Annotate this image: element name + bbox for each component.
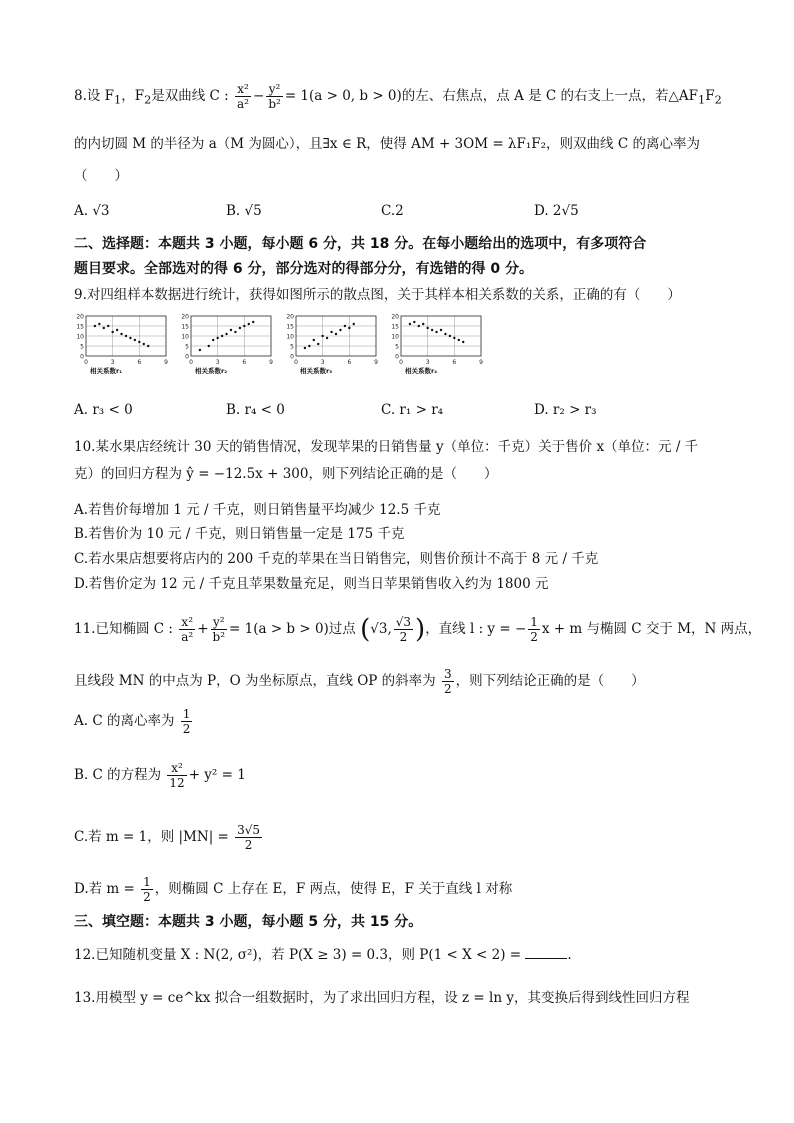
q11-option-c[interactable]	[74, 822, 264, 852]
x-axis-label: 相关系数r₃	[300, 367, 333, 375]
q8-sub: 1	[698, 93, 706, 107]
q8-option-b[interactable]: B. √5	[226, 203, 262, 219]
frac-num: x²	[235, 82, 251, 97]
scatter-point	[304, 347, 306, 349]
y-tick-label: 10	[391, 333, 399, 341]
scatter-plot-2	[181, 314, 273, 376]
q9-option-b[interactable]: B. r₄ < 0	[226, 402, 285, 418]
q11-line1	[74, 614, 761, 645]
x-tick-label: 3	[320, 359, 325, 366]
q9-option-c[interactable]: C. r₁ > r₄	[381, 402, 444, 418]
scatter-point	[426, 327, 428, 329]
scatter-point	[308, 345, 310, 347]
scatter-point	[94, 325, 96, 327]
q12-stem: 12.已知随机变量 X : N(2, σ²)，若 P(X ≥ 3) = 0.3，则 P(1 < X < 2) =	[74, 947, 522, 963]
plus-sign: +	[197, 621, 209, 637]
scatter-point	[422, 323, 424, 325]
x-tick-label: 6	[452, 359, 457, 366]
y-tick-label: 10	[286, 333, 294, 341]
scatter-point	[462, 341, 464, 343]
scatter-point	[111, 331, 113, 333]
scatter-point	[453, 337, 455, 339]
y-tick-label: 5	[290, 343, 294, 351]
y-tick-label: 5	[185, 343, 189, 351]
frac-num: 3√5	[237, 823, 261, 837]
q9-option-a[interactable]: A. r₃ < 0	[74, 402, 133, 418]
scatter-point	[120, 333, 122, 335]
frac-num: 3	[443, 667, 452, 681]
scatter-point	[440, 329, 442, 331]
frac-num: 1	[530, 615, 538, 629]
scatter-point	[103, 327, 105, 329]
q12-text	[74, 944, 572, 965]
fraction	[235, 82, 251, 111]
q8-text: 是双曲线 C :	[151, 88, 229, 104]
q11-text: 11.已知椭圆 C :	[74, 621, 173, 637]
scatter-point	[326, 337, 328, 339]
x-tick-label: 9	[164, 359, 168, 366]
frac-den: a²	[237, 97, 249, 111]
scatter-point	[344, 325, 346, 327]
frac-num: x²	[167, 761, 186, 776]
x-tick-label: 3	[425, 359, 430, 366]
frac-den: 2	[443, 682, 452, 696]
scatter-point	[330, 331, 332, 333]
scatter-plot-3	[286, 314, 378, 376]
fraction	[141, 875, 153, 904]
y-tick-label: 10	[76, 333, 84, 341]
q8-text: = 1(a > 0, b > 0)的左、右焦点，点 A 是 C 的右支上一点，若△AF	[284, 88, 699, 104]
x-tick-label: 9	[269, 359, 273, 366]
frac-den: 12	[169, 776, 185, 790]
q9-stem: 9.对四组样本数据进行统计，获得如图所示的散点图，关于其样本相关系数的关系，正确的有（ ）	[74, 287, 681, 303]
q8-paren: （ ）	[74, 168, 128, 184]
scatter-point	[348, 327, 350, 329]
frac-den: 2	[399, 630, 408, 644]
scatter-point	[230, 329, 232, 331]
q10-line1: 10.某水果店经统计 30 天的销售情况，发现苹果的日销售量 y（单位：千克）关于售价 x（单位：元 / 千	[74, 439, 699, 455]
x-tick-label: 0	[399, 359, 403, 366]
scatter-point	[458, 339, 460, 341]
y-tick-label: 0	[185, 353, 189, 361]
scatter-point	[208, 345, 210, 347]
y-tick-label: 20	[391, 313, 399, 321]
frac-den: 2	[143, 890, 151, 904]
scatter-point	[199, 349, 201, 351]
scatter-point	[107, 325, 109, 327]
x-tick-label: 6	[242, 359, 247, 366]
scatter-point	[444, 333, 446, 335]
q8-text: ，F	[121, 88, 145, 104]
y-tick-label: 10	[181, 333, 189, 341]
frac-den: a²	[181, 630, 194, 644]
q8-sub: 2	[714, 93, 722, 107]
fraction	[442, 667, 454, 696]
scatter-point	[409, 323, 411, 325]
frac-num: √3	[395, 615, 412, 629]
y-tick-label: 20	[76, 313, 84, 321]
frac-num: 1	[143, 875, 151, 889]
option-text: ，则椭圆 C 上存在 E，F 两点，使得 E，F 关于直线 l 对称	[154, 881, 513, 897]
fraction	[266, 82, 283, 111]
q11-text: 且线段 MN 的中点为 P，O 为坐标原点，直线 OP 的斜率为	[74, 673, 436, 689]
scatter-point	[243, 325, 245, 327]
scatter-point	[335, 333, 337, 335]
scatter-point	[413, 321, 415, 323]
q9-option-d[interactable]: D. r₂ > r₃	[534, 402, 597, 418]
q11-option-a[interactable]	[74, 706, 194, 736]
scatter-point	[212, 339, 214, 341]
option-text: A. C 的离心率为	[74, 713, 175, 729]
option-text: C.若 m = 1，则 |MN| =	[74, 829, 229, 845]
y-tick-label: 5	[395, 343, 399, 351]
section2-heading-2: 题目要求。全部选对的得 6 分，部分选对的得部分分，有选错的得 0 分。	[74, 261, 533, 277]
frac-den: 2	[244, 838, 253, 852]
x-tick-label: 0	[294, 359, 298, 366]
q10-option-c[interactable]: C.若水果店想要将店内的 200 千克的苹果在当日销售完，则售价预计不高于 8 元 / 千克	[74, 551, 599, 567]
q8-text: 8.设 F	[74, 88, 115, 104]
scatter-point	[143, 343, 145, 345]
scatter-point	[147, 345, 149, 347]
fraction	[211, 615, 228, 644]
fraction	[528, 615, 540, 644]
scatter-plot-4	[391, 314, 483, 376]
x-axis-label: 相关系数r₂	[195, 367, 228, 375]
y-tick-label: 20	[181, 313, 189, 321]
scatter-point	[129, 337, 131, 339]
frac-num: x²	[179, 615, 195, 630]
y-tick-label: 0	[80, 353, 84, 361]
y-tick-label: 15	[286, 323, 294, 331]
scatter-point	[321, 335, 323, 337]
answer-blank[interactable]	[525, 944, 567, 959]
fraction	[394, 615, 413, 644]
q10-option-b[interactable]: B.若售价为 10 元 / 千克，则日销售量一定是 175 千克	[74, 526, 405, 542]
scatter-point	[221, 335, 223, 337]
option-text: B. C 的方程为	[74, 767, 162, 783]
x-tick-label: 0	[84, 359, 88, 366]
y-tick-label: 15	[76, 323, 84, 331]
scatter-point	[353, 323, 355, 325]
frac-num: y²	[211, 615, 228, 630]
frac-den: b²	[268, 97, 281, 111]
y-tick-label: 0	[290, 353, 294, 361]
q8-option-a[interactable]: A. √3	[74, 203, 110, 219]
scatter-point	[418, 325, 420, 327]
q8-option-c[interactable]: C.2	[381, 203, 404, 219]
scatter-point	[234, 331, 236, 333]
q8-line1	[74, 82, 722, 111]
q8-option-d[interactable]: D. 2√5	[534, 203, 579, 219]
fraction	[179, 615, 195, 644]
scatter-point	[313, 339, 315, 341]
scatter-point	[116, 329, 118, 331]
q11-point: √3,	[370, 621, 392, 637]
frac-den: 2	[530, 630, 538, 644]
frac-den: b²	[212, 630, 226, 644]
x-tick-label: 9	[479, 359, 483, 366]
q11-option-b[interactable]	[74, 760, 246, 790]
x-tick-label: 3	[215, 359, 220, 366]
y-tick-label: 15	[181, 323, 189, 331]
q11-text: = 1(a > b > 0)过点	[229, 621, 356, 637]
x-tick-label: 9	[374, 359, 378, 366]
paren-right: )	[415, 614, 426, 645]
fraction	[167, 761, 186, 790]
section3-heading: 三、填空题：本题共 3 小题，每小题 5 分，共 15 分。	[74, 914, 423, 930]
q11-option-d[interactable]	[74, 874, 512, 904]
scatter-point	[252, 321, 254, 323]
scatter-plot-1	[76, 314, 168, 376]
scatter-point	[225, 333, 227, 335]
scatter-point	[431, 329, 433, 331]
scatter-point	[317, 343, 319, 345]
q11-line2	[74, 666, 645, 696]
q11-text: ，则下列结论正确的是（ ）	[455, 673, 645, 689]
q8-text: F	[705, 88, 715, 104]
section2-heading: 二、选择题：本题共 3 小题，每小题 6 分，共 18 分。在每小题给出的选项中，有多项符合	[74, 236, 647, 252]
y-tick-label: 15	[391, 323, 399, 331]
q11-text: x + m 与椭圆 C 交于 M，N 两点，	[541, 621, 762, 637]
fraction	[235, 823, 262, 852]
scatter-point	[435, 331, 437, 333]
scatter-plots	[72, 312, 492, 384]
x-tick-label: 6	[137, 359, 142, 366]
fraction	[181, 707, 193, 736]
q10-line2: 克）的回归方程为 ŷ = −12.5x + 300，则下列结论正确的是（ ）	[74, 466, 498, 482]
y-tick-label: 20	[286, 313, 294, 321]
x-tick-label: 3	[110, 359, 115, 366]
option-text: + y² = 1	[188, 767, 246, 783]
q12-period: .	[567, 947, 572, 963]
q10-option-a[interactable]: A.若售价每增加 1 元 / 千克，则日销售量平均减少 12.5 千克	[74, 502, 441, 518]
q10-option-d[interactable]: D.若售价定为 12 元 / 千克且苹果数量充足，则当日苹果销售收入约为 1800 元	[74, 576, 549, 592]
frac-num: 1	[182, 707, 191, 721]
scatter-point	[98, 323, 100, 325]
paren-left: (	[360, 614, 371, 645]
option-text: D.若 m =	[74, 881, 135, 897]
x-tick-label: 6	[347, 359, 352, 366]
frac-num: y²	[266, 82, 283, 97]
x-axis-label: 相关系数r₄	[405, 367, 438, 375]
q8-line2: 的内切圆 M 的半径为 a（M 为圆心），且∃x ∈ R，使得 AM + 3OM = λF₁F₂，则双曲线 C 的离心率为	[74, 136, 700, 152]
scatter-point	[134, 339, 136, 341]
q8-sub: 2	[144, 93, 152, 107]
scatter-point	[239, 327, 241, 329]
frac-den: 2	[182, 722, 191, 736]
scatter-point	[339, 329, 341, 331]
minus-sign: −	[253, 88, 265, 104]
x-tick-label: 0	[189, 359, 193, 366]
q13-text: 13.用模型 y = ce^kx 拟合一组数据时，为了求出回归方程，设 z = ln y，其变换后得到线性回归方程	[74, 990, 690, 1006]
q11-text: ，直线 l : y = −	[425, 621, 527, 637]
scatter-point	[248, 323, 250, 325]
scatter-point	[449, 335, 451, 337]
scatter-point	[138, 341, 140, 343]
q8-sub: 1	[114, 93, 122, 107]
scatter-point	[216, 337, 218, 339]
scatter-point	[125, 335, 127, 337]
y-tick-label: 5	[80, 343, 84, 351]
y-tick-label: 0	[395, 353, 399, 361]
x-axis-label: 相关系数r₁	[90, 367, 123, 375]
